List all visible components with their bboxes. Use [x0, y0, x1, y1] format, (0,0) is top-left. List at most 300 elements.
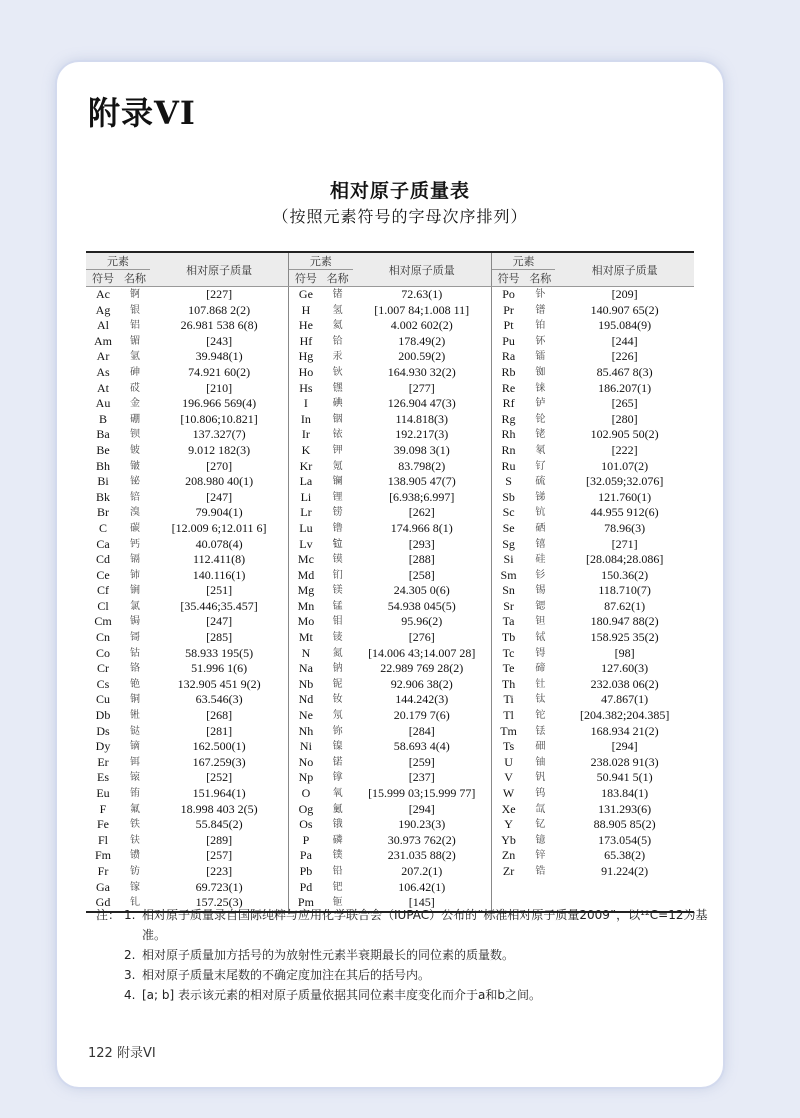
atomic-mass: [244] [611, 333, 638, 348]
element-name: 钔 [332, 569, 343, 581]
atomic-mass-grid [86, 253, 694, 911]
element-name: 硫 [535, 476, 546, 488]
element-symbol: Yb [501, 832, 516, 847]
element-symbol: Re [501, 380, 516, 395]
element-name: 锝 [535, 647, 546, 659]
atomic-mass: 164.930 32(2) [353, 365, 492, 381]
element-symbol: Ac [96, 287, 110, 301]
element-symbol: Ti [503, 692, 514, 707]
atomic-mass: 18.998 403 2(5) [150, 802, 289, 818]
atomic-mass: [10.806;10.821] [150, 412, 289, 428]
atomic-mass: 78.96(3) [604, 520, 646, 535]
element-name: 镝 [130, 741, 140, 753]
atomic-mass: [289] [150, 833, 289, 849]
element-name: 铟 [332, 413, 343, 425]
element-symbol: Cr [97, 661, 109, 676]
atomic-mass: [265] [611, 396, 638, 411]
atomic-mass: 186.207(1) [598, 380, 652, 395]
atomic-mass: [294] [353, 802, 492, 818]
element-name: 铈 [130, 569, 140, 581]
atomic-mass: [251] [150, 583, 289, 599]
element-symbol: Db [95, 708, 111, 723]
header-group-row [86, 253, 694, 270]
atomic-mass-table [86, 251, 694, 913]
element-symbol: Si [503, 552, 514, 567]
header-symbol: 符号 [289, 270, 323, 287]
element-name: 钐 [535, 569, 546, 581]
element-symbol: Pm [297, 895, 314, 910]
element-symbol: Mt [298, 630, 313, 645]
table-row [86, 661, 694, 677]
atomic-mass: 192.217(3) [353, 427, 492, 443]
atomic-mass: [271] [611, 536, 638, 551]
atomic-mass: 238.028 91(3) [590, 754, 659, 769]
notes [96, 905, 716, 1005]
element-symbol: Md [297, 567, 315, 582]
element-symbol: V [504, 770, 513, 785]
atomic-mass: 132.905 451 9(2) [150, 677, 289, 693]
atomic-mass: 208.980 40(1) [150, 474, 289, 490]
element-symbol: Bi [97, 474, 109, 489]
atomic-mass: [280] [611, 411, 638, 426]
element-name: 镎 [332, 772, 343, 784]
element-symbol: Gd [95, 895, 111, 910]
element-symbol: Er [97, 754, 109, 769]
atomic-mass: 195.084(9) [598, 318, 652, 333]
element-symbol: O [301, 786, 311, 800]
element-name: 锌 [535, 850, 546, 862]
atomic-mass: 151.964(1) [150, 786, 289, 802]
atomic-mass: [288] [353, 552, 492, 568]
element-name: 𫓧 [130, 834, 140, 846]
element-symbol: Tc [502, 645, 515, 660]
element-symbol: Pb [299, 863, 313, 878]
atomic-mass: 131.293(6) [598, 801, 652, 816]
atomic-mass: 50.941 5(1) [596, 770, 653, 785]
element-name: 锫 [130, 491, 140, 503]
atomic-mass: 138.905 47(7) [353, 474, 492, 490]
element-symbol: N [301, 645, 311, 660]
table-row [86, 412, 694, 428]
atomic-mass: 69.723(1) [150, 880, 289, 896]
element-name: 鿭 [332, 725, 343, 737]
element-symbol: Tm [500, 723, 517, 738]
atomic-mass: [285] [150, 630, 289, 646]
header-symbol: 符号 [86, 270, 120, 287]
element-name: 砷 [130, 366, 140, 378]
atomic-mass: [277] [353, 381, 492, 397]
atomic-mass: [12.009 6;12.011 6] [150, 521, 289, 537]
element-name: 碲 [535, 663, 546, 675]
atomic-mass: 91.224(2) [601, 863, 649, 878]
element-symbol: Lv [299, 536, 313, 551]
element-name: 𬭛 [130, 460, 140, 472]
element-symbol: Pr [503, 302, 514, 317]
element-symbol: Og [298, 801, 314, 816]
element-symbol: Cd [95, 552, 110, 567]
table-row [86, 677, 694, 693]
element-symbol: Se [502, 520, 515, 535]
element-symbol: S [505, 474, 512, 489]
element-name: 氟 [130, 803, 140, 815]
atomic-mass: 58.933 195(5) [150, 646, 289, 662]
element-symbol: Po [502, 287, 515, 301]
atomic-mass: [32.059;32.076] [585, 474, 664, 489]
note-number: 2. [124, 948, 136, 962]
atomic-mass: 180.947 88(2) [590, 614, 659, 629]
element-name: 氮 [332, 647, 343, 659]
atomic-mass: 167.259(3) [150, 755, 289, 771]
element-symbol: Ra [501, 349, 516, 364]
table-row [86, 880, 694, 896]
table-row [86, 381, 694, 397]
atomic-mass: 22.989 769 28(2) [353, 661, 492, 677]
element-name: 氯 [130, 600, 140, 612]
element-symbol: Fm [94, 848, 111, 863]
atomic-mass: 127.60(3) [601, 661, 649, 676]
element-name: 银 [130, 304, 140, 316]
note-number: 1. [124, 908, 136, 922]
atomic-mass: 95.96(2) [353, 614, 492, 630]
atomic-mass: [28.084;28.086] [585, 552, 664, 567]
element-symbol: No [298, 754, 314, 769]
element-name: 硼 [130, 413, 140, 425]
table-row [86, 474, 694, 490]
atomic-mass: 30.973 762(2) [353, 833, 492, 849]
element-symbol: Dy [95, 739, 111, 754]
element-name: 镍 [332, 741, 343, 753]
element-name: 锇 [332, 819, 343, 831]
element-name: 钽 [535, 616, 546, 628]
element-symbol: Co [95, 645, 110, 660]
atomic-mass: 24.305 0(6) [353, 583, 492, 599]
atomic-mass: 183.84(1) [601, 786, 649, 800]
atomic-mass: 72.63(1) [353, 287, 492, 303]
atomic-mass: [15.999 03;15.999 77] [353, 786, 492, 802]
element-symbol: Li [300, 489, 312, 504]
element-name: 铹 [332, 507, 343, 519]
atomic-mass: 232.038 06(2) [590, 676, 659, 691]
atomic-mass: [1.007 84;1.008 11] [353, 303, 492, 319]
element-name: 钒 [535, 772, 546, 784]
element-name: 钛 [535, 694, 546, 706]
notes-label: 注： [96, 908, 121, 922]
element-name: 钾 [332, 444, 343, 456]
element-name: 镥 [332, 522, 343, 534]
header-element-group: 元素 [491, 253, 555, 270]
element-symbol: Es [97, 770, 109, 785]
note-item [96, 965, 716, 985]
atomic-mass: 26.981 538 6(8) [150, 318, 289, 334]
table-row [86, 692, 694, 708]
table-row [86, 817, 694, 833]
table-row [86, 833, 694, 849]
element-symbol: Sm [500, 567, 517, 582]
element-symbol [491, 880, 525, 896]
atomic-mass: 54.938 045(5) [353, 599, 492, 615]
atomic-mass: 9.012 182(3) [150, 443, 289, 459]
element-symbol: Pu [502, 333, 515, 348]
atomic-mass: 87.62(1) [604, 598, 646, 613]
table-row [86, 505, 694, 521]
element-name: 磷 [332, 834, 343, 846]
note-number: 3. [124, 968, 136, 982]
element-name: 铷 [535, 366, 546, 378]
table-row [86, 349, 694, 365]
element-symbol: Ru [501, 458, 516, 473]
element-symbol: Fl [97, 832, 108, 847]
atomic-mass: 157.25(3) [150, 895, 289, 911]
atomic-mass: [257] [150, 848, 289, 864]
table-title: 相对原子质量表 [329, 180, 470, 202]
table-row [86, 568, 694, 584]
element-name: 氖 [332, 710, 343, 722]
element-name: 钴 [130, 647, 140, 659]
element-symbol: W [502, 786, 515, 800]
atomic-mass [555, 880, 694, 896]
element-symbol: Am [94, 333, 112, 348]
table-row [86, 552, 694, 568]
element-name: 钷 [332, 897, 343, 909]
element-symbol: Eu [96, 786, 110, 800]
appendix-title: 附录VI [88, 94, 196, 132]
element-symbol: Ni [299, 739, 312, 754]
element-symbol: Be [96, 442, 110, 457]
atomic-mass: 4.002 602(2) [353, 318, 492, 334]
atomic-mass: [35.446;35.457] [150, 599, 289, 615]
element-name: 铒 [130, 756, 140, 768]
element-symbol: Ca [96, 536, 110, 551]
element-name: 锗 [332, 289, 343, 300]
element-symbol: Rg [501, 411, 516, 426]
atomic-mass: [258] [353, 568, 492, 584]
atomic-mass: [98] [614, 645, 635, 660]
element-symbol: U [504, 754, 513, 769]
element-name: 镭 [535, 351, 546, 363]
element-symbol: Rn [501, 442, 516, 457]
element-symbol: Nb [298, 676, 314, 691]
element-name: 铍 [130, 444, 140, 456]
element-name: 镄 [130, 850, 140, 862]
element-name: 铁 [130, 819, 140, 831]
atomic-mass: 47.867(1) [601, 692, 649, 707]
table-row [86, 770, 694, 786]
element-symbol: Cl [97, 598, 109, 613]
element-symbol: La [299, 474, 313, 489]
note-text: 相对原子质量录自国际纯粹与应用化学联合会（IUPAC）公布的“标准相对原子质量2009”，以¹²C=12为基准。 [142, 908, 708, 942]
element-symbol: Sc [502, 505, 515, 520]
atomic-mass: [247] [150, 614, 289, 630]
element-symbol: Mg [297, 583, 315, 598]
atomic-mass: 79.904(1) [150, 505, 289, 521]
element-name: 锎 [130, 585, 140, 597]
element-name: 鿬 [535, 741, 546, 753]
element-name: 铜 [130, 694, 140, 706]
element-symbol: Ce [96, 567, 110, 582]
element-name: 砹 [130, 382, 140, 394]
table-row [86, 583, 694, 599]
header-mass: 相对原子质量 [555, 253, 694, 287]
element-symbol: He [298, 318, 313, 333]
element-name: 钙 [130, 538, 140, 550]
element-name: 𬬻 [535, 398, 546, 410]
atomic-mass: 102.905 50(2) [590, 427, 659, 442]
atomic-mass: 39.948(1) [150, 349, 289, 365]
element-symbol: Sn [502, 583, 515, 598]
element-symbol: Al [97, 318, 109, 333]
atomic-mass: 58.693 4(4) [353, 739, 492, 755]
element-name: 铽 [535, 632, 546, 644]
element-name: 硒 [535, 522, 546, 534]
element-name: 锿 [130, 772, 140, 784]
element-name: 𬭶 [332, 382, 343, 394]
table-row [86, 443, 694, 459]
element-symbol: H [301, 302, 311, 317]
element-name: 氢 [332, 304, 343, 316]
header-mass: 相对原子质量 [353, 253, 492, 287]
atomic-mass: 65.38(2) [604, 848, 646, 863]
atomic-mass: [270] [150, 459, 289, 475]
atomic-mass: 162.500(1) [150, 739, 289, 755]
element-name: 锡 [535, 585, 546, 597]
element-symbol: Hg [298, 349, 314, 364]
element-name: 氧 [332, 788, 343, 799]
atomic-mass: [204.382;204.385] [579, 708, 670, 723]
element-name: 钋 [535, 289, 546, 300]
element-symbol: Y [504, 817, 513, 832]
header-symbol: 符号 [491, 270, 525, 287]
element-name: 铌 [332, 678, 343, 690]
header-name: 名称 [120, 270, 150, 287]
element-name: 𫟼 [130, 725, 140, 737]
table-row [86, 614, 694, 630]
table-row [86, 427, 694, 443]
element-name: 锶 [535, 600, 546, 612]
element-symbol: Zr [502, 863, 515, 878]
element-name: 锘 [332, 756, 343, 768]
element-name: 锰 [332, 600, 343, 612]
atomic-mass: [14.006 43;14.007 28] [353, 646, 492, 662]
element-symbol: Hf [299, 333, 313, 348]
element-symbol: Np [298, 770, 314, 785]
atomic-mass: [259] [353, 755, 492, 771]
element-name: 铋 [130, 476, 140, 488]
atomic-mass: 178.49(2) [353, 334, 492, 350]
element-name: 钆 [130, 897, 140, 909]
element-name: 铱 [332, 429, 343, 441]
element-name: 钪 [535, 507, 546, 519]
element-symbol: Kr [299, 458, 313, 473]
atomic-mass: 63.546(3) [150, 692, 289, 708]
element-name: 镅 [130, 335, 140, 347]
atomic-mass: 55.845(2) [150, 817, 289, 833]
element-symbol: Mn [297, 598, 315, 613]
element-name: 氦 [332, 320, 343, 332]
element-symbol: Rh [501, 427, 516, 442]
element-name: 铀 [535, 756, 546, 768]
note-item [96, 985, 716, 1005]
atomic-mass: 174.966 8(1) [353, 521, 492, 537]
element-symbol: Cm [94, 614, 112, 629]
atomic-mass: 106.42(1) [353, 880, 492, 896]
note-item [96, 905, 716, 945]
atomic-mass: 88.905 85(2) [593, 817, 656, 832]
element-symbol: Ar [96, 349, 110, 364]
atomic-mass: [276] [353, 630, 492, 646]
page-footer: 122 附录VI [88, 1046, 156, 1061]
element-symbol: Lr [300, 505, 312, 520]
element-symbol: Ts [502, 739, 515, 754]
table-row [86, 365, 694, 381]
element-name: 铂 [535, 320, 546, 332]
element-name: 𫟷 [332, 538, 343, 550]
element-name: 锑 [535, 491, 546, 503]
table-row [86, 521, 694, 537]
element-name: 镓 [130, 881, 140, 893]
atomic-mass: [209] [611, 287, 638, 301]
element-name: 溴 [130, 507, 140, 519]
atomic-mass: 74.921 60(2) [150, 365, 289, 381]
table-row [86, 802, 694, 818]
note-text: 相对原子质量加方括号的为放射性元素半衰期最长的同位素的质量数。 [142, 948, 515, 962]
element-name: 𬭳 [535, 538, 546, 550]
note-number: 4. [124, 988, 136, 1002]
atomic-mass: 173.054(5) [598, 832, 652, 847]
table-row [86, 490, 694, 506]
element-symbol: Pd [299, 879, 313, 894]
atomic-mass: 83.798(2) [353, 459, 492, 475]
element-name: 铯 [130, 678, 140, 690]
element-symbol: At [97, 380, 109, 395]
element-symbol: Cn [95, 630, 110, 645]
element-name: 铅 [332, 865, 343, 877]
table-row [86, 334, 694, 350]
atomic-mass: 140.116(1) [150, 568, 289, 584]
atomic-mass: 101.07(2) [601, 458, 649, 473]
element-symbol: Pa [299, 848, 312, 863]
element-symbol: Sb [502, 489, 515, 504]
table-row [86, 646, 694, 662]
atomic-mass: 140.907 65(2) [590, 302, 659, 317]
atomic-mass: 92.906 38(2) [353, 677, 492, 693]
element-name: 铬 [130, 663, 140, 675]
element-symbol: Ds [96, 723, 110, 738]
element-symbol: Nh [298, 723, 314, 738]
atomic-mass: [237] [353, 770, 492, 786]
atomic-mass: [247] [150, 490, 289, 506]
note-text: 相对原子质量末尾数的不确定度加注在其后的括号内。 [142, 968, 431, 982]
atomic-mass: 20.179 7(6) [353, 708, 492, 724]
element-symbol: Cs [96, 676, 110, 691]
atomic-mass: [210] [150, 381, 289, 397]
element-name: 铼 [535, 382, 546, 394]
atomic-mass: 190.23(3) [353, 817, 492, 833]
element-name: 鿔 [130, 632, 140, 644]
element-name: 镤 [332, 850, 343, 862]
table-row [86, 630, 694, 646]
element-symbol: Na [298, 661, 313, 676]
table-row [86, 303, 694, 319]
element-symbol: Ba [96, 427, 110, 442]
element-name: 钕 [332, 694, 343, 706]
element-symbol: Tl [503, 708, 514, 723]
element-name: 铝 [130, 320, 140, 332]
atomic-mass: 114.818(3) [353, 412, 492, 428]
element-name: 镁 [332, 585, 343, 597]
atomic-mass: [6.938;6.997] [353, 490, 492, 506]
element-symbol: Pt [503, 318, 514, 333]
atomic-mass: 85.467 8(3) [596, 364, 653, 379]
